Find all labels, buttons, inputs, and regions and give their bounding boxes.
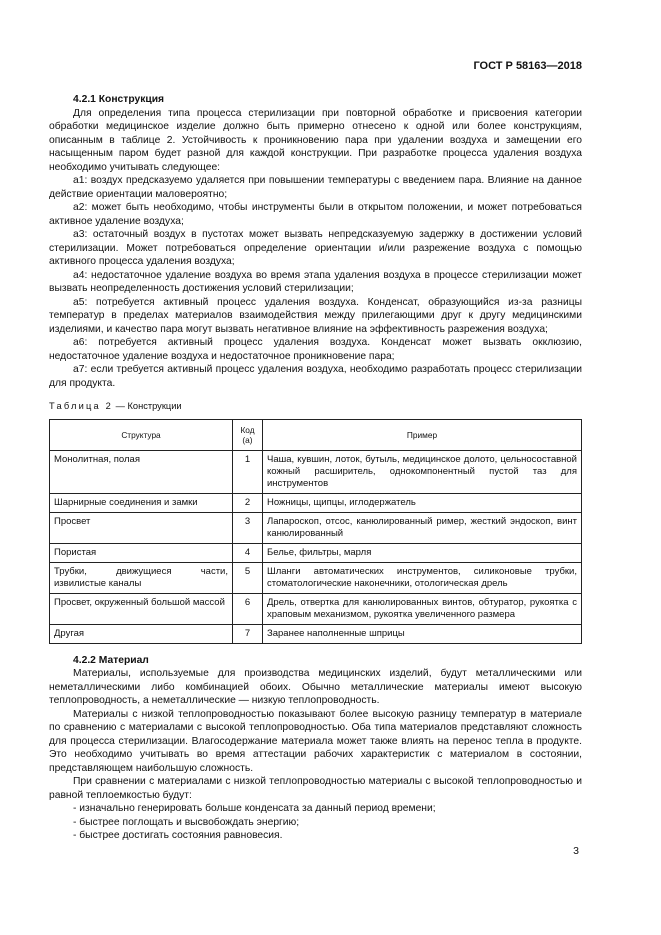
cell-code: 7 <box>233 624 263 643</box>
list-item: а2: может быть необходимо, чтобы инструменты были в открытом положении, и может потребоваться активное удаление воздуха; <box>49 202 582 227</box>
cell-code: 5 <box>233 562 263 593</box>
paragraph: Для определения типа процесса стерилизации при повторной обработке и присвоения категории обработки медицинское изделие должно быть примерно отнесено к одной или более конструкциям, описанным в таблице 2. Устойчивость к проникновению пара при удалении воздуха и замещении его насыщенным паром будет разной для каждой конструкции. При разработке процесса удаления воздуха необходимо учитывать следующее: <box>49 107 582 173</box>
table-row <box>50 624 582 643</box>
section-heading-construction: 4.2.1 Конструкция <box>73 94 165 105</box>
cell-code: 6 <box>233 593 263 624</box>
cell-example: Дрель, отвертка для канюлированных винтов, обтуратор, рукоятка с храповым механизмом, рукоятка увеличенного размера <box>263 593 582 624</box>
constructions-table <box>49 419 582 644</box>
cell-code: 2 <box>233 493 263 512</box>
cell-code: 4 <box>233 543 263 562</box>
section-heading-material: 4.2.2 Материал <box>73 654 149 666</box>
bullet-item: - быстрее поглощать и высвобождать энергию; <box>73 816 300 828</box>
cell-example: Заранее наполненные шприцы <box>263 624 582 643</box>
paragraph: Материалы, используемые для производства медицинских изделий, будут металлическими или неметаллическими либо комбинацией обоих. Обычно металлические материалы имеют высокую теплопроводность, а неметаллические — низкую теплопроводность. <box>49 668 582 706</box>
table-row <box>50 562 582 593</box>
table-row <box>50 593 582 624</box>
cell-example: Шланги автоматических инструментов, силиконовые трубки, стоматологические наконечники, отологическая дрель <box>263 562 582 593</box>
paragraph: При сравнении с материалами с низкой теплопроводностью материалы с высокой теплопроводностью и равной теплоемкостью будут: <box>49 776 582 801</box>
cell-example: Белье, фильтры, марля <box>263 543 582 562</box>
cell-structure: Шарнирные соединения и замки <box>50 493 233 512</box>
cell-code: 1 <box>233 450 263 493</box>
list-item: а3: остаточный воздух в пустотах может вызвать непредсказуемую задержку в достижении условий стерилизации. Может потребоваться определение ориентации и/или разрежение воздуха с помощью активного процесса удаления воздуха; <box>49 229 582 267</box>
header-structure: Структура <box>50 419 233 450</box>
table-row <box>50 543 582 562</box>
paragraph: Материалы с низкой теплопроводностью показывают более высокую разницу температур в материале по сравнению с материалами с высокой теплопроводностью. Оба типа материалов представляют сложность для процесса стерилизации. Влагосодержание материала может также влиять на перенос тепла в продукте. Это необходимо учитывать во время аттестации рабочих характеристик с материалом в состоянии, представляющем наибольшую сложность. <box>49 708 582 774</box>
cell-structure: Другая <box>50 624 233 643</box>
bullet-item: - изначально генерировать больше конденсата за данный период времени; <box>73 803 436 814</box>
cell-example: Чаша, кувшин, лоток, бутыль, медицинское долото, цельносоставной кожный расширитель, однокомпонентный пустой таз для инструментов <box>263 450 582 493</box>
table-row <box>50 493 582 512</box>
bullet-item: - быстрее достигать состояния равновесия. <box>73 830 283 841</box>
header-code: Код (a) <box>233 419 263 450</box>
cell-structure: Монолитная, полая <box>50 450 233 493</box>
list-item: а7: если требуется активный процесс удаления воздуха, необходимо разработать процесс стерилизации для продукта. <box>49 364 582 389</box>
cell-structure: Пористая <box>50 543 233 562</box>
table-caption-title: — Конструкции <box>113 401 182 411</box>
cell-structure: Трубки, движущиеся части, извилистые каналы <box>50 562 233 593</box>
document-code: ГОСТ Р 58163—2018 <box>473 60 582 72</box>
header-example: Пример <box>263 419 582 450</box>
table-row <box>50 450 582 493</box>
list-item: а1: воздух предсказуемо удаляется при повышении температуры с введением пара. Влияние на данное действие ориентации маловероятно; <box>49 175 582 200</box>
table-caption-label: Таблица 2 <box>49 401 114 411</box>
page-content <box>49 93 582 843</box>
table-row <box>50 512 582 543</box>
table-caption <box>49 400 582 414</box>
list-item: а6: потребуется активный процесс удаления воздуха. Конденсат может вызвать окклюзию, недостаточное удаление воздуха и недостаточное проникновение пара; <box>49 337 582 362</box>
cell-structure: Просвет <box>50 512 233 543</box>
cell-code: 3 <box>233 512 263 543</box>
table-header-row <box>50 419 582 450</box>
list-item: а5: потребуется активный процесс удаления воздуха. Конденсат, образующийся из-за разницы температур в пределах материалов взаимодействия между прилегающими друг к другу медицинскими изделиями, и качество пара могут вызвать негативное влияние на эффективность разрежения воздуха; <box>49 296 582 335</box>
list-item: а4: недостаточное удаление воздуха во время этапа удаления воздуха в процессе стерилизации может вызвать неопределенность достижения условий стерилизации; <box>49 269 582 294</box>
cell-example: Лапароскоп, отсос, канюлированный ример, жесткий эндоскоп, винт канюлированный <box>263 512 582 543</box>
cell-example: Ножницы, щипцы, иглодержатель <box>263 493 582 512</box>
page-number: 3 <box>573 845 579 857</box>
cell-structure: Просвет, окруженный большой массой <box>50 593 233 624</box>
